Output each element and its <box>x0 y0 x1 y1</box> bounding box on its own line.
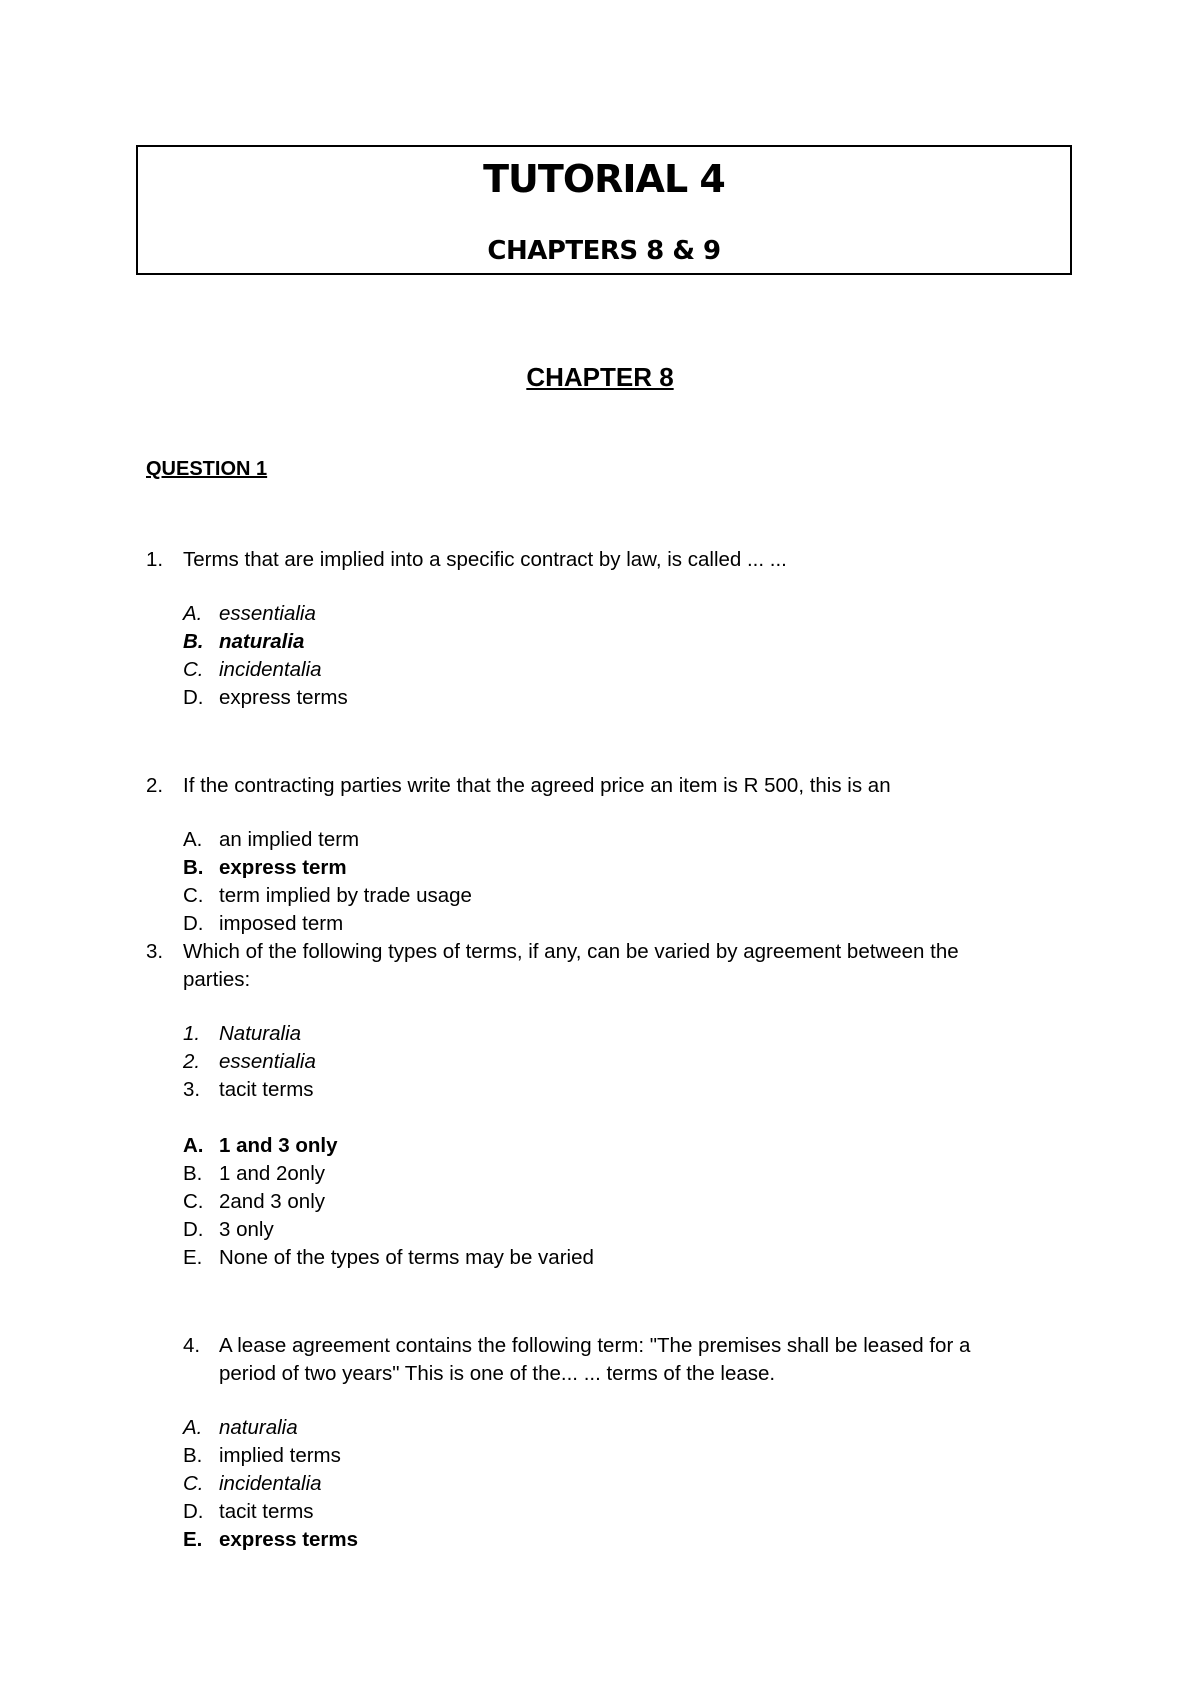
question-number: 3. <box>146 940 164 963</box>
option-text: 2and 3 only <box>219 1190 326 1213</box>
chapter-heading: CHAPTER 8 <box>526 362 674 392</box>
item-text: essentialia <box>219 1050 316 1073</box>
option-text: naturalia <box>219 1416 298 1439</box>
question-text-line1: A lease agreement contains the following term: "The premises shall be leased for a <box>219 1334 971 1357</box>
option-text: an implied term <box>219 828 360 851</box>
option-text: essentialia <box>219 602 316 625</box>
item-label: 3. <box>183 1078 201 1101</box>
option-label: D. <box>183 686 204 709</box>
item-label: 1. <box>183 1022 201 1045</box>
option-label: C. <box>183 884 204 907</box>
option-label: E. <box>183 1246 203 1269</box>
option-label: A. <box>183 1416 203 1439</box>
option-label: A. <box>183 602 203 625</box>
option-text: 1 and 2only <box>219 1162 326 1185</box>
option-text: incidentalia <box>219 658 322 681</box>
option-label: E. <box>183 1528 203 1551</box>
option-label: A. <box>183 1134 204 1157</box>
option-text: incidentalia <box>219 1472 322 1495</box>
option-label: C. <box>183 658 204 681</box>
document-subtitle: CHAPTERS 8 & 9 <box>487 236 721 266</box>
option-text: tacit terms <box>219 1500 314 1523</box>
document-title: TUTORIAL 4 <box>483 157 725 201</box>
question-text-line1: Which of the following types of terms, if any, can be varied by agreement between the <box>183 940 959 963</box>
option-text: 1 and 3 only <box>219 1134 338 1157</box>
option-label: A. <box>183 828 203 851</box>
title-box <box>136 145 1072 275</box>
option-label: D. <box>183 1218 204 1241</box>
item-text: tacit terms <box>219 1078 314 1101</box>
question-number: 2. <box>146 774 164 797</box>
question-number: 1. <box>146 548 164 571</box>
option-text: express terms <box>219 1528 359 1551</box>
option-text: express term <box>219 856 347 879</box>
option-text: None of the types of terms may be varied <box>219 1246 594 1269</box>
option-text: implied terms <box>219 1444 341 1467</box>
option-text: naturalia <box>219 630 305 653</box>
option-label: D. <box>183 1500 204 1523</box>
item-label: 2. <box>183 1050 201 1073</box>
item-text: Naturalia <box>219 1022 302 1045</box>
option-text: express terms <box>219 686 348 709</box>
question-text: If the contracting parties write that the agreed price an item is R 500, this is an <box>183 774 891 797</box>
option-label: C. <box>183 1472 204 1495</box>
option-label: B. <box>183 856 204 879</box>
option-text: imposed term <box>219 912 344 935</box>
option-label: B. <box>183 1444 203 1467</box>
question-text: Terms that are implied into a specific contract by law, is called ... ... <box>183 548 787 571</box>
option-label: C. <box>183 1190 204 1213</box>
question-number: 4. <box>183 1334 201 1357</box>
option-label: D. <box>183 912 204 935</box>
option-label: B. <box>183 630 204 653</box>
option-label: B. <box>183 1162 203 1185</box>
option-text: 3 only <box>219 1218 274 1241</box>
question-text-line2: period of two years" This is one of the... ... terms of the lease. <box>219 1362 776 1385</box>
question-heading: QUESTION 1 <box>146 458 268 480</box>
option-text: term implied by trade usage <box>219 884 472 907</box>
question-text-line2: parties: <box>183 968 251 991</box>
